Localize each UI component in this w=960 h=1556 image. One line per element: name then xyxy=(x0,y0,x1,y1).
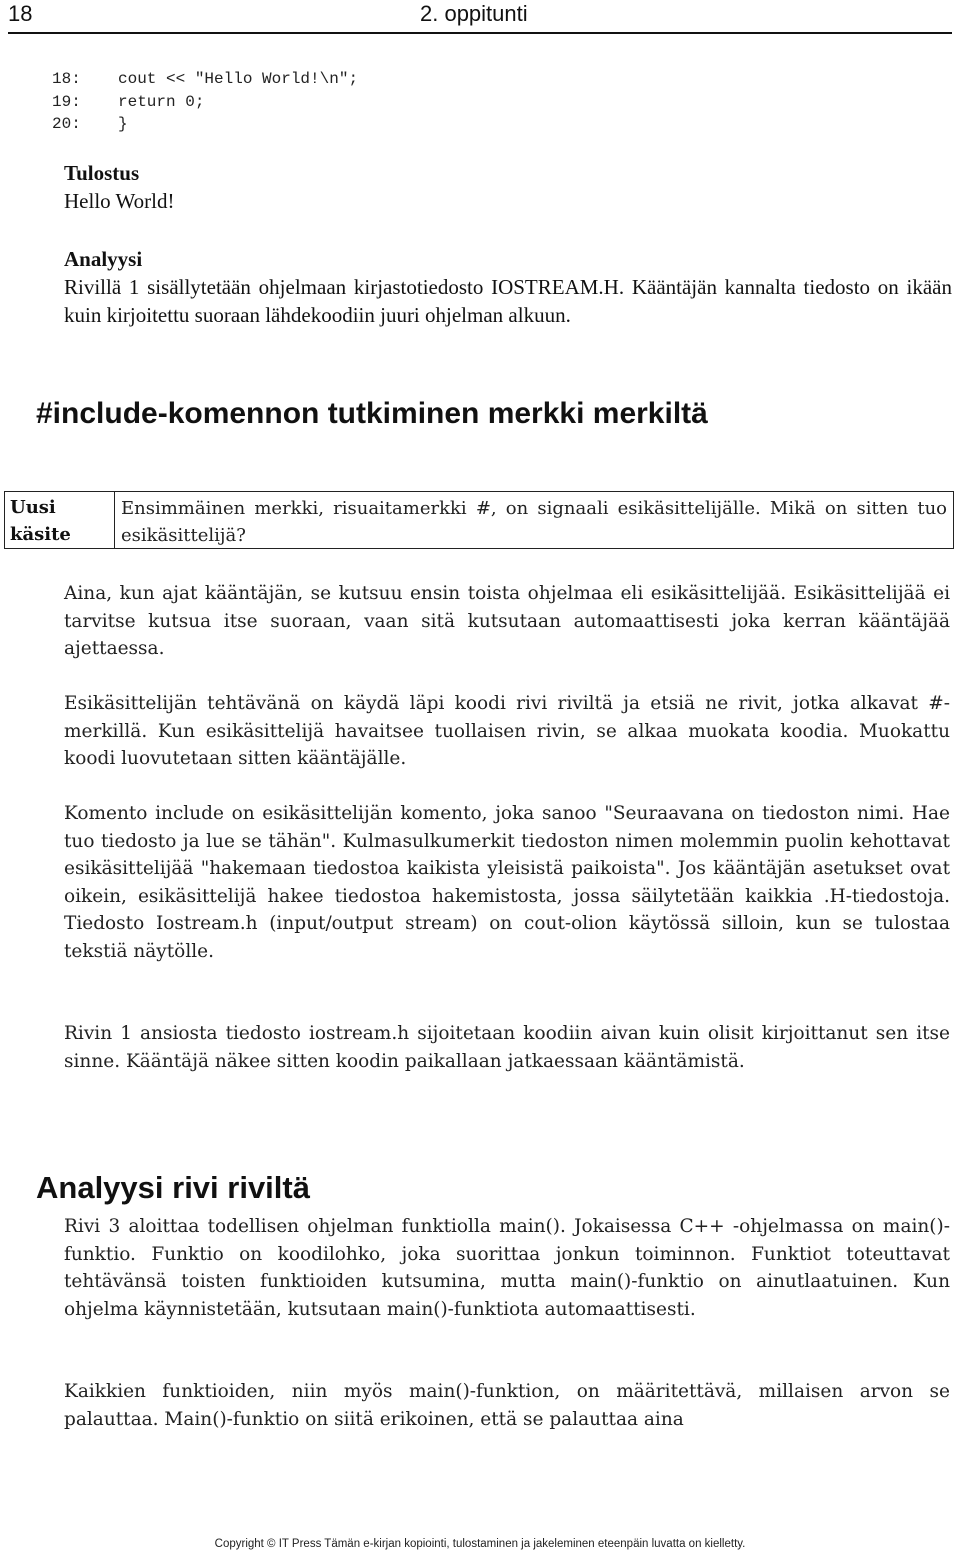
analysis-text: Rivillä 1 sisällytetään ohjelmaan kirjastotiedosto IOSTREAM.H. Kääntäjän kannalta tiedosto on ikään kuin kirjoitettu suoraan lähdekoodiin juuri ohjelman alkuun. xyxy=(64,275,952,327)
code-listing xyxy=(52,68,358,136)
output-heading: Tulostus xyxy=(64,161,140,185)
new-concept-label-line: käsite xyxy=(10,524,71,545)
header-rule xyxy=(8,32,952,34)
section-heading-include: #include-komennon tutkiminen merkki merkiltä xyxy=(36,397,708,430)
code-line-text: return 0; xyxy=(118,92,205,111)
body-paragraph: Rivin 1 ansiosta tiedosto iostream.h sijoitetaan koodiin aivan kuin olisit kirjoittanut sen itse sinne. Kääntäjä näkee sitten koodin paikallaan jatkaessaan kääntämistä. xyxy=(64,1023,950,1072)
chapter-title: 2. oppitunti xyxy=(420,1,528,26)
footer-copyright: Copyright © IT Press Tämän e-kirjan kopiointi, tulostaminen ja jakeleminen eteenpäin luvatta on kielletty. xyxy=(214,1538,746,1550)
body-paragraph: Komento include on esikäsittelijän komento, joka sanoo "Seuraavana on tiedoston nimi. Hae tuo tiedosto ja lue se tähän". Kulmasulkumerkit tiedoston nimen molemmin puolin kehottavat esikäsittelijää "hakemaan tiedostoa kaikista yleisistä paikoista". Jos kääntäjän asetukset ovat oikein, esikäsittelijä hakee tiedostoa hakemistosta, jossa säilytetään kaikkia .H-tiedostoja. Tiedosto Iostream.h (input/output stream) on cout-olion käytössä silloin, kun se tulostaa tekstiä näytölle. xyxy=(64,803,950,962)
code-line-text: } xyxy=(118,115,128,133)
body-paragraph: Esikäsittelijän tehtävänä on käydä läpi koodi rivi riviltä ja etsiä ne rivit, jotka alkavat #-merkillä. Kun esikäsittelijä havaitsee tuollaisen rivin, se alkaa muokata koodia. Muokattu koodi luovutetaan sitten kääntäjälle. xyxy=(64,693,950,769)
code-line-number: 20: xyxy=(52,115,81,133)
code-line xyxy=(52,113,358,136)
code-line-number: 18: xyxy=(52,70,81,88)
body-paragraph: Rivi 3 aloittaa todellisen ohjelman funktiolla main(). Jokaisessa C++ -ohjelmassa on main()-funktio. Funktio on koodilohko, joka suorittaa jonkun toiminnon. Funktiot toteuttavat tehtävänsä toisten funktioiden kutsumina, mutta main()-funktio on ainutlaatuinen. Kun ohjelma käynnistetään, kutsutaan main()-funktiota automaattisesti. xyxy=(64,1216,950,1320)
new-concept-box xyxy=(4,491,954,549)
analysis-block xyxy=(64,245,952,329)
body-paragraph: Aina, kun ajat kääntäjän, se kutsuu ensin toista ohjelmaa eli esikäsittelijää. Esikäsittelijää ei tarvitse kutsua itse suoraan, vaan sitä kutsutaan automaattisesti joka kerran kääntäjää ajettaessa. xyxy=(64,583,950,659)
page-number: 18 xyxy=(8,1,33,26)
section-heading-analysis: Analyysi rivi riviltä xyxy=(36,1170,310,1205)
analysis-heading: Analyysi xyxy=(64,247,143,271)
new-concept-text: Ensimmäinen merkki, risuaitamerkki #, on signaali esikäsittelijälle. Mikä on sitten tuo esikäsittelijä? xyxy=(121,498,947,546)
output-text: Hello World! xyxy=(64,189,175,213)
new-concept-label-line: Uusi xyxy=(10,497,56,518)
code-line-number: 19: xyxy=(52,92,81,111)
code-line xyxy=(52,68,358,91)
code-line-text: cout << "Hello World!\n"; xyxy=(118,70,359,88)
output-block xyxy=(64,159,952,215)
new-concept-label xyxy=(5,492,115,548)
code-line xyxy=(52,91,358,114)
body-paragraph: Kaikkien funktioiden, niin myös main()-funktion, on määritettävä, millaisen arvon se palauttaa. Main()-funktio on siitä erikoinen, että se palauttaa aina xyxy=(64,1381,950,1430)
